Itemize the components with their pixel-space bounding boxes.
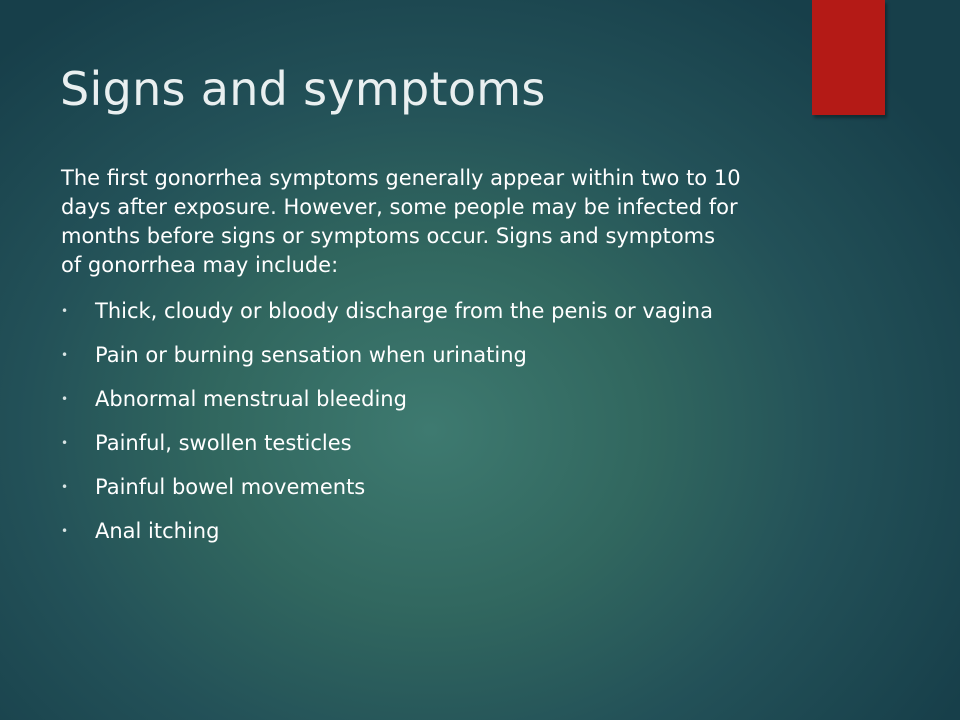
list-item-text: Pain or burning sensation when urinating xyxy=(95,343,527,367)
intro-paragraph: The first gonorrhea symptoms generally appear within two to 10 days after exposure. However, some people may be infected for months before signs or symptoms occur. Signs and symptoms of gonorrhea may include: xyxy=(61,166,741,277)
slide-body xyxy=(61,164,751,561)
bullet-icon: • xyxy=(61,480,69,494)
bullet-icon: • xyxy=(61,348,69,362)
symptom-list xyxy=(61,297,751,546)
bullet-icon: • xyxy=(61,304,69,318)
bullet-icon: • xyxy=(61,524,69,538)
list-item xyxy=(61,297,745,326)
list-item xyxy=(61,429,745,458)
slide-title: Signs and symptoms xyxy=(60,62,546,116)
list-item xyxy=(61,517,745,546)
list-item xyxy=(61,385,745,414)
list-item xyxy=(61,341,745,370)
list-item-text: Thick, cloudy or bloody discharge from the penis or vagina xyxy=(95,299,713,323)
list-item-text: Anal itching xyxy=(95,519,220,543)
list-item xyxy=(61,473,745,502)
list-item-text: Painful, swollen testicles xyxy=(95,431,352,455)
bullet-icon: • xyxy=(61,436,69,450)
list-item-text: Abnormal menstrual bleeding xyxy=(95,387,407,411)
list-item-text: Painful bowel movements xyxy=(95,475,366,499)
bullet-icon: • xyxy=(61,392,69,406)
accent-bar xyxy=(812,0,885,115)
